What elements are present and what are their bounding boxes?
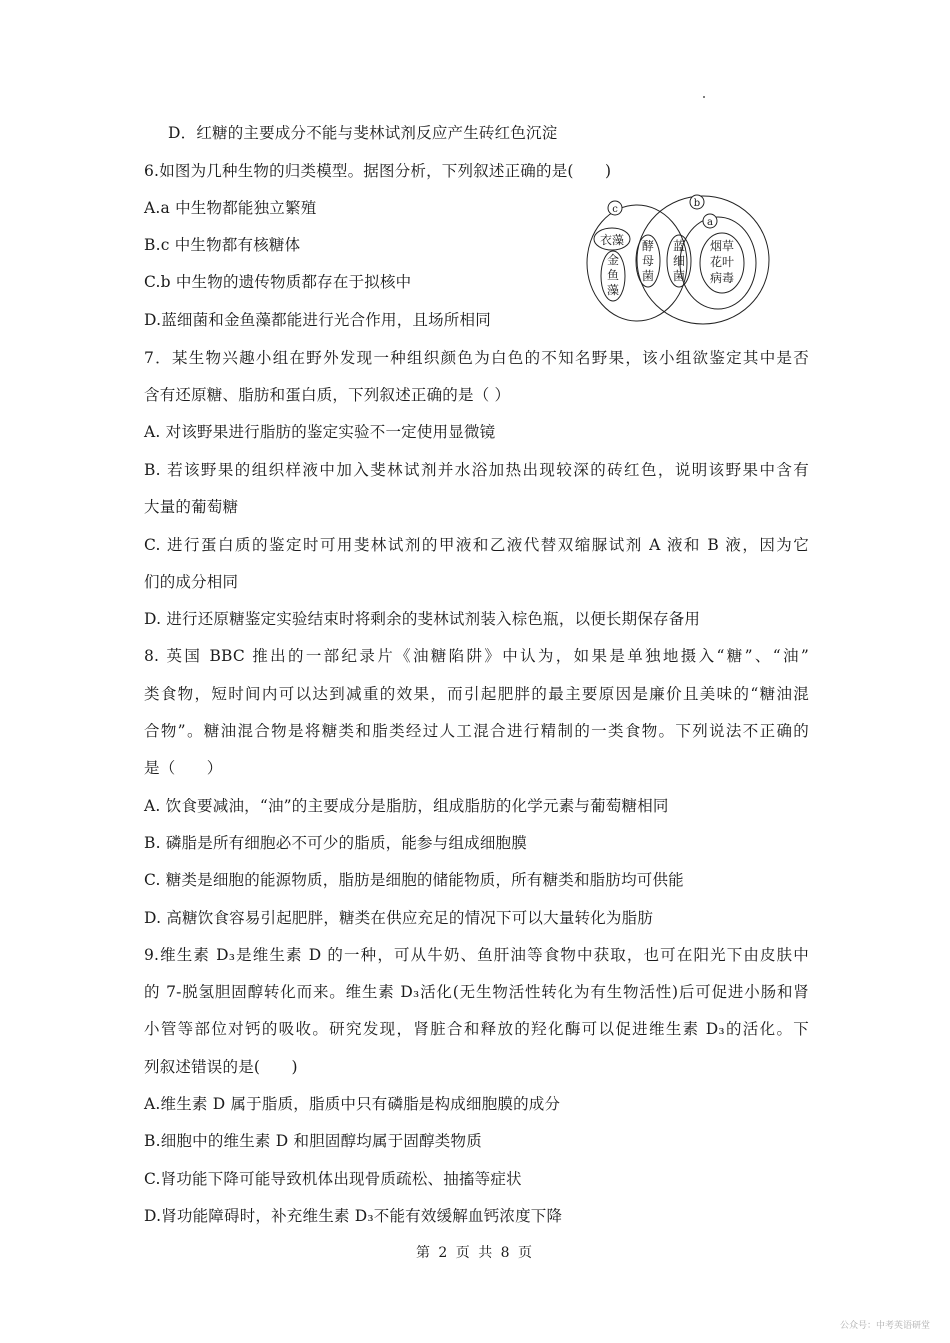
q7-stem-line-2: 含有还原糖、脂肪和蛋白质，下列叙述正确的是（ ） — [144, 386, 511, 404]
q6-stem: 6.如图为几种生物的归类模型。据图分析，下列叙述正确的是( ) — [144, 162, 612, 180]
q9-stem-line-2: 的 7-脱氢胆固醇转化而来。维生素 D₃活化(无生物活性转化为有生物活性)后可促进小肠和肾 — [144, 983, 809, 1001]
q7-option-b-line-1: B. 若该野果的组织样液中加入斐林试剂并水浴加热出现较深的砖红色，说明该野果中含有 — [144, 461, 809, 479]
label-c: c — [612, 204, 618, 215]
jiaomujun-char-2: 母 — [641, 254, 655, 268]
q8-stem-line-1: 8. 英国 BBC 推出的一部纪录片《油糖陷阱》中认为，如果是单独地摄入“糖”、“油” — [144, 647, 809, 665]
lanxijun-char-3: 菌 — [672, 269, 686, 283]
yancao-line-3: 病毒 — [709, 271, 735, 285]
circle-b — [637, 196, 769, 324]
q7-option-c-line-1: C. 进行蛋白质的鉴定时可用斐林试剂的甲液和乙液代替双缩脲试剂 A 液和 B 液，因为它 — [144, 536, 809, 554]
q7-option-d: D. 进行还原糖鉴定实验结束时将剩余的斐林试剂装入棕色瓶，以便长期保存备用 — [144, 610, 701, 628]
q6-option-c: C.b 中生物的遗传物质都存在于拟核中 — [144, 273, 412, 291]
q7-stem-line-1: 7．某生物兴趣小组在野外发现一种组织颜色为白色的不知名野果，该小组欲鉴定其中是否 — [144, 349, 809, 367]
q8-option-c: C. 糖类是细胞的能源物质，脂肪是细胞的储能物质，所有糖类和脂肪均可供能 — [144, 871, 684, 889]
q6-option-a: A.a 中生物都能独立繁殖 — [144, 199, 317, 217]
yancao-line-1: 烟草 — [709, 239, 735, 253]
q8-option-b: B. 磷脂是所有细胞必不可少的脂质，能参与组成细胞膜 — [144, 834, 527, 852]
jinyuzao-char-3: 藻 — [606, 283, 620, 297]
q8-stem-line-3: 合物”。糖油混合物是将糖类和脂类经过人工混合进行精制的一类食物。下列说法不正确的 — [144, 722, 809, 740]
q8-stem-line-2: 类食物，短时间内可以达到减重的效果，而引起肥胖的最主要原因是廉价且美味的“糖油混 — [144, 685, 809, 703]
q8-option-d: D. 高糖饮食容易引起肥胖，糖类在供应充足的情况下可以大量转化为脂肪 — [144, 909, 654, 927]
jinyuzao-char-2: 鱼 — [606, 268, 620, 282]
yancao-line-2: 花叶 — [709, 255, 735, 269]
q6-option-b: B.c 中生物都有核糖体 — [144, 236, 301, 254]
q8-stem-line-4: 是（ ） — [144, 759, 223, 777]
jiaomujun-char-3: 菌 — [641, 269, 655, 283]
q7-option-b-line-2: 大量的葡萄糖 — [144, 498, 239, 516]
q9-option-c: C.肾功能下降可能导致机体出现骨质疏松、抽搐等症状 — [144, 1170, 522, 1188]
q9-stem-line-4: 列叙述错误的是( ) — [144, 1058, 298, 1076]
jiaomujun-char-1: 酵 — [641, 239, 655, 253]
stray-dot — [703, 96, 705, 98]
q8-option-a: A. 饮食要减油，“油”的主要成分是脂肪，组成脂肪的化学元素与葡萄糖相同 — [144, 797, 669, 815]
classification-venn-diagram — [585, 193, 770, 328]
q6-option-d: D.蓝细菌和金鱼藻都能进行光合作用，且场所相同 — [144, 311, 491, 329]
q9-stem-line-3: 小管等部位对钙的吸收。研究发现，肾脏合和释放的羟化酶可以促进维生素 D₃的活化。下 — [144, 1020, 809, 1038]
q9-option-b: B.细胞中的维生素 D 和胆固醇均属于固醇类物质 — [144, 1132, 482, 1150]
label-b: b — [693, 198, 701, 209]
page-number-footer: 第 2 页 共 8 页 — [415, 1245, 535, 1261]
q5-option-d: D．红糖的主要成分不能与斐林试剂反应产生砖红色沉淀 — [168, 124, 558, 142]
jinyuzao-char-1: 金 — [606, 253, 620, 267]
q9-stem-line-1: 9.维生素 D₃是维生素 D 的一种，可从牛奶、鱼肝油等食物中获取，也可在阳光下由皮肤中 — [144, 946, 809, 964]
watermark: 公众号：中考英语研堂 — [839, 1321, 930, 1331]
q7-option-a: A. 对该野果进行脂肪的鉴定实验不一定使用显微镜 — [144, 423, 496, 441]
lanxijun-char-2: 细 — [672, 254, 686, 268]
label-a: a — [707, 217, 713, 228]
q9-option-a: A.维生素 D 属于脂质，脂质中只有磷脂是构成细胞膜的成分 — [144, 1095, 561, 1113]
lanxijun-char-1: 蓝 — [672, 239, 686, 253]
q7-option-c-line-2: 们的成分相同 — [144, 573, 239, 591]
q9-option-d: D.肾功能障碍时，补充维生素 D₃不能有效缓解血钙浓度下降 — [144, 1207, 563, 1225]
yizao-label: 衣藻 — [599, 233, 625, 247]
